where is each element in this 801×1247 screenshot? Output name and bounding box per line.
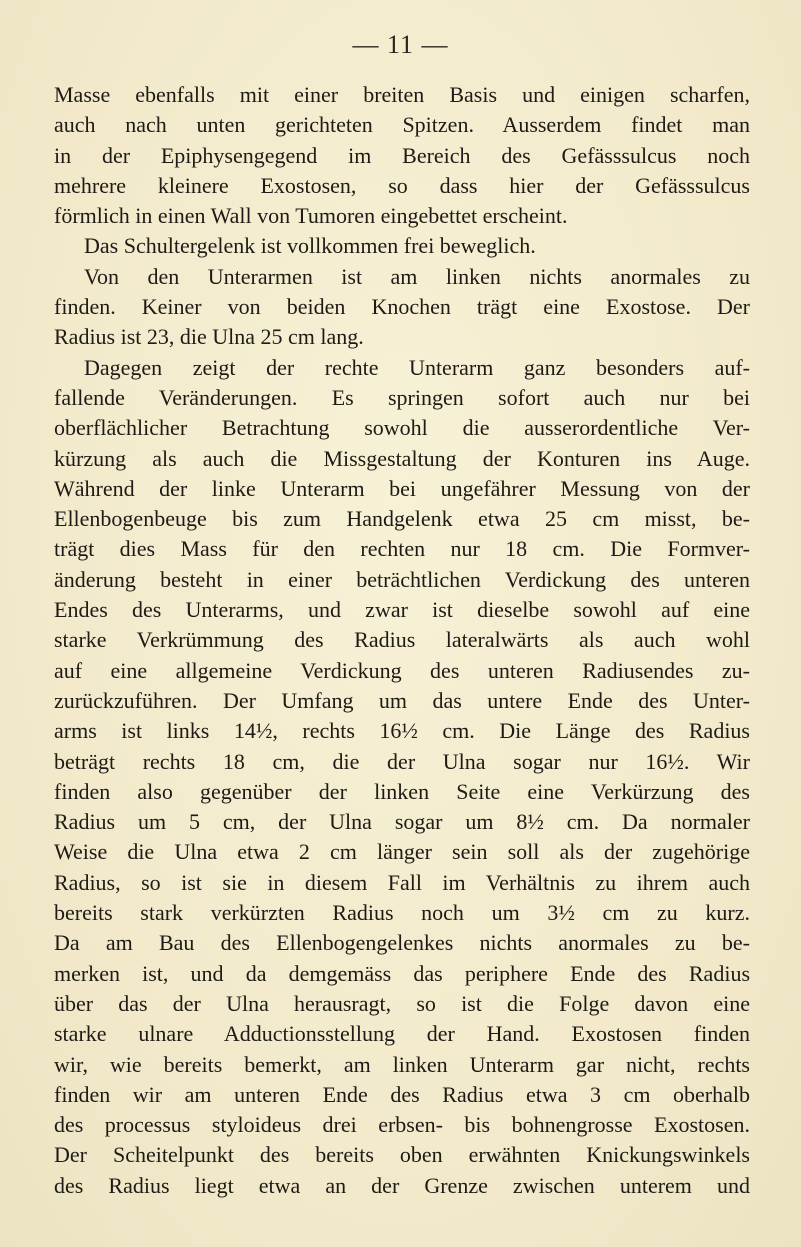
- text-line: änderung besteht in einer beträchtlichen Verdickung des unteren: [54, 566, 750, 592]
- text-line: trägt dies Mass für den rechten nur 18 cm. Die Formver-: [54, 536, 750, 562]
- text-line: Während der linke Unterarm bei ungefährer Messung von der: [54, 475, 750, 501]
- text-line: des processus styloideus drei erbsen- bis bohnengrosse Exostosen.: [54, 1112, 750, 1138]
- text-line: Da am Bau des Ellenbogengelenkes nichts anormales zu be-: [54, 930, 750, 956]
- page-number: — 11 —: [352, 30, 449, 59]
- text-line: merken ist, und da demgemäss das periphere Ende des Radius: [54, 960, 750, 986]
- text-line: über das der Ulna herausragt, so ist die Folge davon eine: [54, 990, 750, 1016]
- text-line: Radius um 5 cm, der Ulna sogar um 8½ cm. Da normaler: [54, 809, 750, 835]
- text-line: förmlich in einen Wall von Tumoren eingebettet erscheint.: [54, 203, 568, 229]
- text-line: finden. Keiner von beiden Knochen trägt eine Exostose. Der: [54, 294, 750, 320]
- text-line: in der Epiphysengegend im Bereich des Gefässsulcus noch: [54, 142, 750, 168]
- text-line: auf eine allgemeine Verdickung des unteren Radiusendes zu-: [54, 657, 750, 683]
- text-line: oberflächlicher Betrachtung sowohl die ausserordentliche Ver-: [54, 415, 750, 441]
- text-line: wir, wie bereits bemerkt, am linken Unterarm gar nicht, rechts: [54, 1051, 750, 1077]
- text-line: mehrere kleinere Exostosen, so dass hier der Gefässsulcus: [54, 172, 750, 198]
- text-line: Weise die Ulna etwa 2 cm länger sein soll als der zugehörige: [54, 839, 750, 865]
- text-line: Radius ist 23, die Ulna 25 cm lang.: [54, 324, 364, 350]
- text-line: finden wir am unteren Ende des Radius etwa 3 cm oberhalb: [54, 1081, 750, 1107]
- text-line: des Radius liegt etwa an der Grenze zwischen unterem und: [54, 1172, 750, 1198]
- text-line: starke Verkrümmung des Radius lateralwärts als auch wohl: [54, 627, 750, 653]
- text-line: Masse ebenfalls mit einer breiten Basis und einigen scharfen,: [54, 82, 750, 107]
- text-line: Der Scheitelpunkt des bereits oben erwähnten Knickungswinkels: [54, 1142, 750, 1168]
- text-line: starke ulnare Adductionsstellung der Hand. Exostosen finden: [54, 1021, 750, 1047]
- text-line: zurückzuführen. Der Umfang um das untere Ende des Unter-: [54, 687, 750, 713]
- text-line: Radius, so ist sie in diesem Fall im Verhältnis zu ihrem auch: [54, 869, 750, 895]
- text-line: fallende Veränderungen. Es springen sofort auch nur bei: [54, 384, 750, 410]
- text-line: Das Schultergelenk ist vollkommen frei beweglich.: [84, 233, 536, 259]
- body-text: [54, 80, 750, 1201]
- text-line: Ellenbogenbeuge bis zum Handgelenk etwa 25 cm misst, be-: [54, 506, 750, 532]
- text-line: arms ist links 14½, rechts 16½ cm. Die Länge des Radius: [54, 718, 750, 744]
- text-line: Dagegen zeigt der rechte Unterarm ganz besonders auf-: [84, 354, 750, 380]
- text-line: auch nach unten gerichteten Spitzen. Ausserdem findet man: [54, 112, 750, 138]
- text-line: bereits stark verkürzten Radius noch um 3½ cm zu kurz.: [54, 900, 750, 926]
- text-line: finden also gegenüber der linken Seite eine Verkürzung des: [54, 778, 750, 804]
- text-line: beträgt rechts 18 cm, die der Ulna sogar nur 16½. Wir: [54, 748, 750, 774]
- text-line: Von den Unterarmen ist am linken nichts anormales zu: [84, 263, 750, 289]
- text-line: kürzung als auch die Missgestaltung der Konturen ins Auge.: [54, 445, 750, 471]
- text-line: Endes des Unterarms, und zwar ist dieselbe sowohl auf eine: [54, 597, 750, 623]
